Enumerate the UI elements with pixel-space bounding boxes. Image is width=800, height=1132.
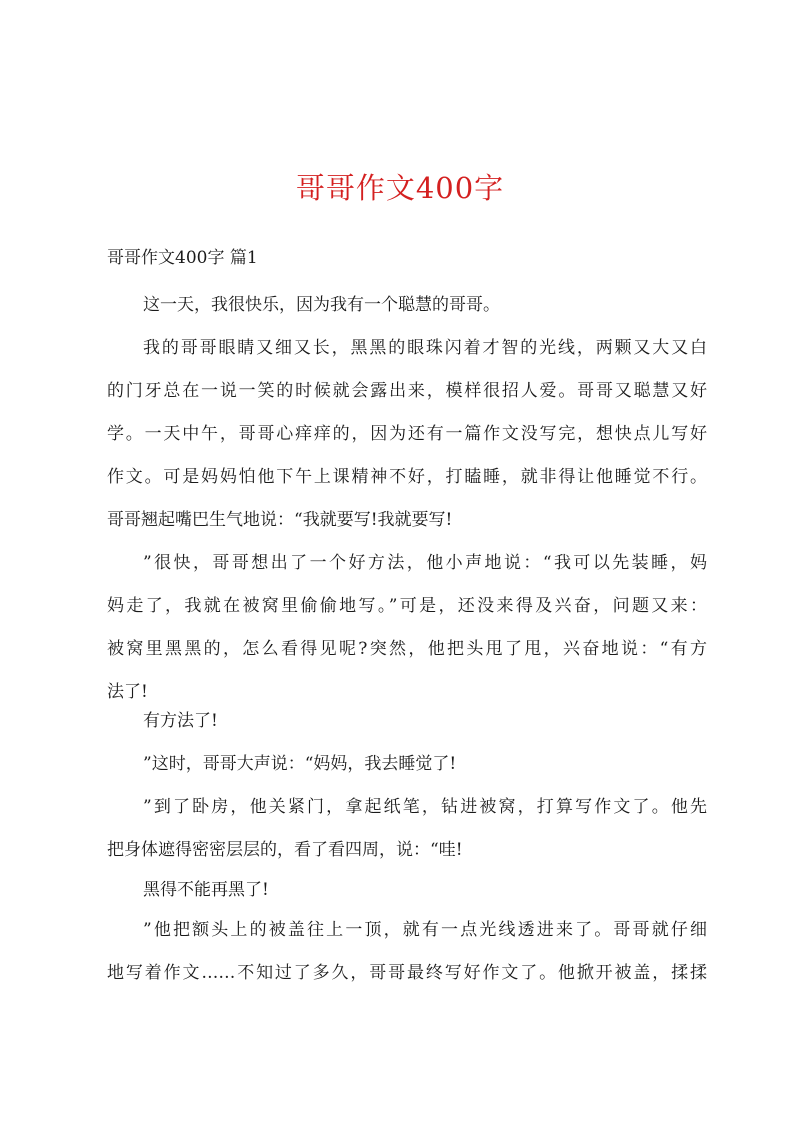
- text-line: 地写着作文……不知过了多久，哥哥最终写好作文了。他掀开被盖，揉揉: [107, 963, 707, 983]
- document-title: 哥哥作文400字: [295, 171, 505, 205]
- text-line: ”到了卧房，他关紧门，拿起纸笔，钻进被窝，打算写作文了。他先: [143, 797, 707, 817]
- paragraph-5: [107, 743, 707, 786]
- text-line: ”很快，哥哥想出了一个好方法，他小声地说：“我可以先装睡，妈: [143, 553, 707, 573]
- text-line: 我的哥哥眼睛又细又长，黑黑的眼珠闪着才智的光线，两颗又大又白: [143, 338, 707, 358]
- text-line: 有方法了!: [143, 711, 218, 731]
- paragraph-8: [107, 909, 707, 995]
- paragraph-3: [107, 542, 707, 714]
- text-line: 这一天，我很快乐，因为我有一个聪慧的哥哥。: [143, 295, 500, 315]
- paragraph-6: [107, 786, 707, 872]
- text-line: 作文。可是妈妈怕他下午上课精神不好，打瞌睡，就非得让他睡觉不行。: [107, 467, 707, 487]
- text-line: 把身体遮得密密层层的，看了看四周，说：“哇!: [107, 840, 463, 860]
- paragraph-4: [107, 700, 707, 743]
- paragraph-7: [107, 869, 707, 912]
- text-line: ”他把额头上的被盖往上一顶，就有一点光线透进来了。哥哥就仔细: [143, 920, 707, 940]
- text-line: 法了!: [107, 682, 148, 702]
- article-heading: 哥哥作文400字 篇1: [107, 248, 258, 268]
- paragraph-1: [107, 284, 707, 327]
- paragraph-2: [107, 327, 707, 542]
- text-line: 黑得不能再黑了!: [143, 880, 269, 900]
- text-line: 被窝里黑黑的，怎么看得见呢?突然，他把头甩了甩，兴奋地说：“有方: [107, 639, 707, 659]
- text-line: 妈走了，我就在被窝里偷偷地写。”可是，还没来得及兴奋，问题又来：: [107, 596, 707, 616]
- text-line: 学。一天中午，哥哥心痒痒的，因为还有一篇作文没写完，想快点儿写好: [107, 424, 707, 444]
- text-line: ”这时，哥哥大声说：“妈妈，我去睡觉了!: [143, 754, 457, 774]
- text-line: 的门牙总在一说一笑的时候就会露出来，模样很招人爱。哥哥又聪慧又好: [107, 381, 707, 401]
- text-line: 哥哥翘起嘴巴生气地说：“我就要写!我就要写!: [107, 510, 453, 530]
